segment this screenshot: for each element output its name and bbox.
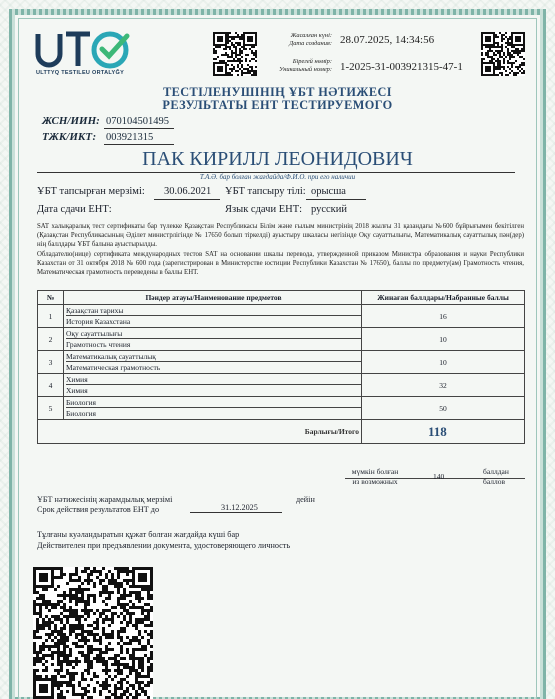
table-row [38,305,525,328]
subject-name-kz: Биология [66,397,361,408]
title-ru: РЕЗУЛЬТАТЫ ЕНТ ТЕСТИРУЕМОГО [162,98,393,112]
score-cell: 10 [362,351,525,374]
exam-lang-label-kz: ҰБТ тапсыру тілі: [225,186,306,197]
possible-labels: мүмкін болған из возможных [351,467,399,486]
row-number: 4 [38,374,64,397]
subject-name-ru: Грамотность чтения [66,340,131,349]
notice-kz: SAT халықаралық тест сертификаты бар түлекке Қазақстан Республикасы Білім және ғылым министрінің 2018 жылғы 31 қазандағы №600 бұйрығымен бекітілген (Қазақстан Республикасының Әділет министрлігінде № 17650 болып тіркелді) ауыстыру шкаласы негізінде Оқу сауаттылығы, Математикалық сауаттылық пән(дер) нің баллдары ҰБТ балына ауыстырылды. [37,223,524,248]
score-cell: 16 [362,305,525,328]
qr-code [213,32,257,76]
footer-ru: Действителен при предъявлении документа, удостоверяющего личность [37,541,291,550]
subject-cell [64,397,362,420]
full-name: ПАК КИРИЛЛ ЛЕОНИДОВИЧ [142,148,413,170]
unique-no-labels: Бірегей нөмір: Уникальный номер: [279,58,332,73]
col-score-header: Жинаған баллдары/Набранные баллы [362,291,525,305]
subject-cell [64,374,362,397]
possible-value: 140 [433,472,445,481]
subjects-table [37,290,525,444]
qr-code [481,32,525,76]
exam-lang-kz: орысша [311,186,346,197]
col-subject-header: Пәндер атауы/Наименование предметов [64,291,362,305]
iin-value: 070104501495 [106,116,169,127]
subject-name-kz: Оқу сауаттылығы [66,328,361,339]
issue-date-labels: Жасалған күні: Дата создания: [289,32,332,47]
total-label: Барлығы/Итого [38,420,362,444]
exam-date: 30.06.2021 [164,186,212,197]
row-number: 2 [38,328,64,351]
score-cell: 10 [362,328,525,351]
table-header [38,291,525,305]
issue-date: 28.07.2025, 14:34:56 [340,34,435,46]
row-number: 3 [38,351,64,374]
possible-units: баллдан баллов [483,467,509,486]
table-row [38,397,525,420]
table-row [38,351,525,374]
fio-caption: Т.А.Ә. бар болған жағдайда/Ф.И.О. при его наличии [199,173,356,181]
exam-date-label-ru: Дата сдачи ЕНТ: [37,204,112,215]
subject-name-ru: История Казахстана [66,317,131,326]
title-kz: ТЕСТІЛЕНУШІНІҢ ҰБТ НӘТИЖЕСІ [163,85,392,99]
iin-underline [104,128,174,129]
subject-name-kz: Қазақстан тарихы [66,305,361,316]
total-row [38,420,525,444]
col-num-header: № [38,291,64,305]
unique-number: 1-2025-31-003921315-47-1 [340,61,463,73]
subject-cell [64,328,362,351]
exam-lang-ru: русский [311,204,348,215]
logo-caption: ULTTYQ TESTILEU ORTALYĞY [36,70,125,76]
validity-underline [190,512,282,513]
exam-lang-underline [306,199,366,200]
validity-label-ru: Срок действия результатов ЕНТ до [37,505,160,514]
table-row [38,328,525,351]
exam-date-label-kz: ҰБТ тапсырған мерзімі: [37,186,145,197]
row-number: 5 [38,397,64,420]
footer-kz: Тұлғаны куәландыратын құжат болған жағдайда күші бар [37,530,240,539]
row-number: 1 [38,305,64,328]
subject-name-ru: Математическая грамотность [66,363,161,372]
validity-suffix: дейін [296,495,315,504]
notice-ru: Обладателю(нице) сертификата международных тестов SAT на основании шкалы перевода, утвержденной приказом Министра образования и науки Республики Казахстан от 31 октября 2018 № 600 года (зарегистрирован в Министерстве юстиции Республики Казахстан № 17650), баллы по предмету(ам) Грамотность чтения, Математическая грамотность переведены в баллы ЕНТ. [37,251,524,276]
validity-label-kz: ҰБТ нәтижесінің жарамдылық мерзімі [37,495,173,504]
ikt-underline [104,144,174,145]
exam-lang-label-ru: Язык сдачи ЕНТ: [225,204,303,215]
iin-label: ЖСН/ИИН: [42,115,100,127]
ikt-label: ТЖК/ИКТ: [42,131,97,143]
qr-code [33,567,153,699]
subject-cell [64,351,362,374]
total-value: 118 [362,420,525,444]
subject-name-ru: Химия [66,386,88,395]
exam-date-underline [154,199,220,200]
subject-name-kz: Математикалық сауаттылық [66,351,361,362]
validity-date: 31.12.2025 [221,503,258,512]
subject-name-ru: Биология [66,409,97,418]
subject-cell [64,305,362,328]
table-row [38,374,525,397]
score-cell: 32 [362,374,525,397]
ikt-value: 003921315 [106,132,154,143]
subject-name-kz: Химия [66,374,361,385]
score-cell: 50 [362,397,525,420]
